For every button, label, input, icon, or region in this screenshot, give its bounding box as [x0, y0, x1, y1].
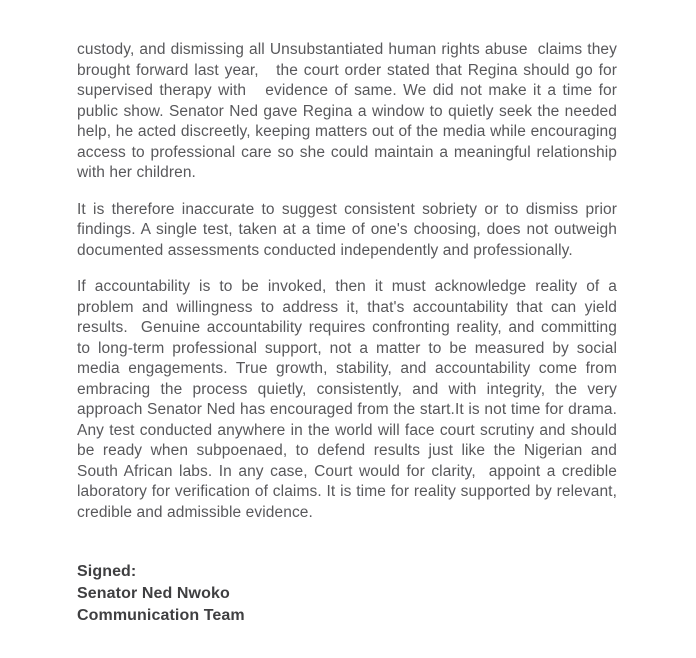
signature-team: Communication Team [77, 607, 245, 624]
signature-label: Signed: [77, 563, 137, 580]
statement-paragraph-custody: custody, and dismissing all Unsubstantiated human rights abuse claims they brought forward last year, the court order stated that Regina should go for supervised therapy with evidence of same. We did not make it a time for public show. Senator Ned gave Regina a window to quietly seek the needed help, he acted discreetly, keeping matters out of the media while encouraging access to professional care so she could maintain a meaningful relationship with her children. [77, 41, 622, 181]
statement-body [77, 40, 622, 627]
statement-paragraph-accountability: If accountability is to be invoked, then it must acknowledge reality of a problem and willingness to address it, that's accountability that can yield results. Genuine accountability requires confronting reality, and committing to long-term professional support, not a matter to be measured by social media engagements. True growth, stability, and accountability come from embracing the process quietly, consistently, and with integrity, the very approach Senator Ned has encouraged from the start.It is not time for drama. Any test conducted anywhere in the world will face court scrutiny and should be ready when subpoenaed, to defend results just like the Nigerian and South African labs. In any case, Court would for clarity, appoint a credible laboratory for verification of claims. It is time for reality supported by relevant, credible and admissible evidence. [77, 278, 622, 521]
statement-paragraph-inaccurate: It is therefore inaccurate to suggest consistent sobriety or to dismiss prior findings. A single test, taken at a time of one's choosing, does not outweigh documented assessments conducted independently and professionally. [77, 200, 622, 259]
signature-block [77, 561, 617, 627]
signature-name: Senator Ned Nwoko [77, 585, 230, 602]
